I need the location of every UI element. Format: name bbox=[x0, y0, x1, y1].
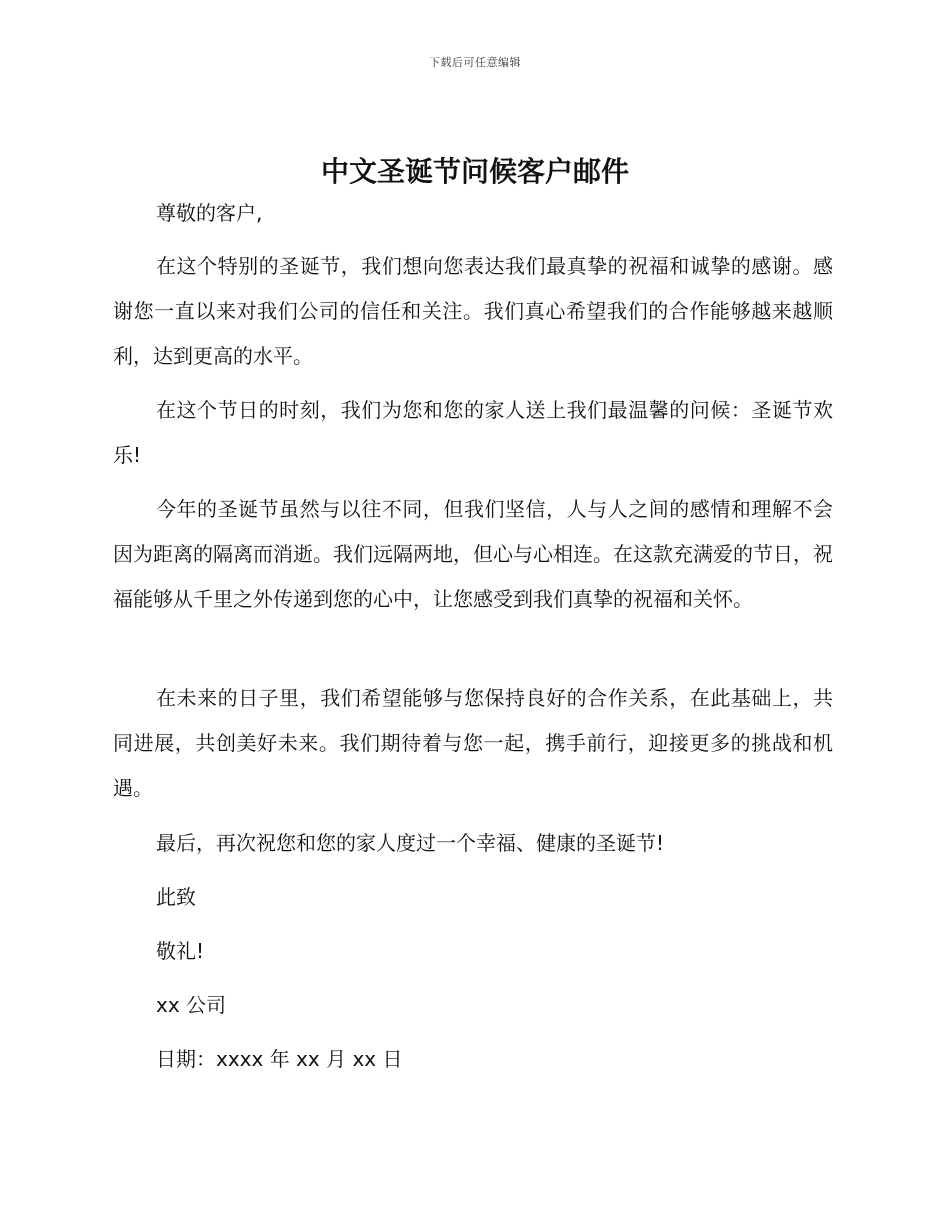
header-note: 下载后可任意编辑 bbox=[429, 56, 521, 69]
closing-wish: 最后，再次祝您和您的家人度过一个幸福、健康的圣诞节! bbox=[156, 831, 665, 855]
paragraph-4-block bbox=[113, 676, 833, 811]
closing-1: 此致 bbox=[156, 885, 196, 909]
paragraph-2-block bbox=[113, 388, 833, 478]
salutation: 尊敬的客户, bbox=[156, 201, 263, 225]
document-title: 中文圣诞节问候客户邮件 bbox=[320, 155, 629, 188]
paragraph-3: 今年的圣诞节虽然与以往不同，但我们坚信，人与人之间的感情和理解不会因为距离的隔离而消逝。我们远隔两地，但心与心相连。在这款充满爱的节日，祝福能够从千里之外传递到您的心中，让您感受到我们真挚的祝福和关怀。 bbox=[113, 497, 833, 611]
paragraph-1: 在这个特别的圣诞节，我们想向您表达我们最真挚的祝福和诚挚的感谢。感谢您一直以来对我们公司的信任和关注。我们真心希望我们的合作能够越来越顺利，达到更高的水平。 bbox=[113, 254, 833, 368]
paragraph-4: 在未来的日子里，我们希望能够与您保持良好的合作关系，在此基础上，共同进展，共创美好未来。我们期待着与您一起，携手前行，迎接更多的挑战和机遇。 bbox=[113, 686, 833, 800]
closing-2: 敬礼! bbox=[156, 939, 205, 963]
date-line: 日期：xxxx 年 xx 月 xx 日 bbox=[156, 1047, 403, 1071]
company-signature: xx 公司 bbox=[156, 993, 227, 1017]
paragraph-2: 在这个节日的时刻，我们为您和您的家人送上我们最温馨的问候：圣诞节欢乐! bbox=[113, 398, 833, 467]
paragraph-1-block bbox=[113, 244, 833, 379]
paragraph-3-block bbox=[113, 487, 833, 622]
